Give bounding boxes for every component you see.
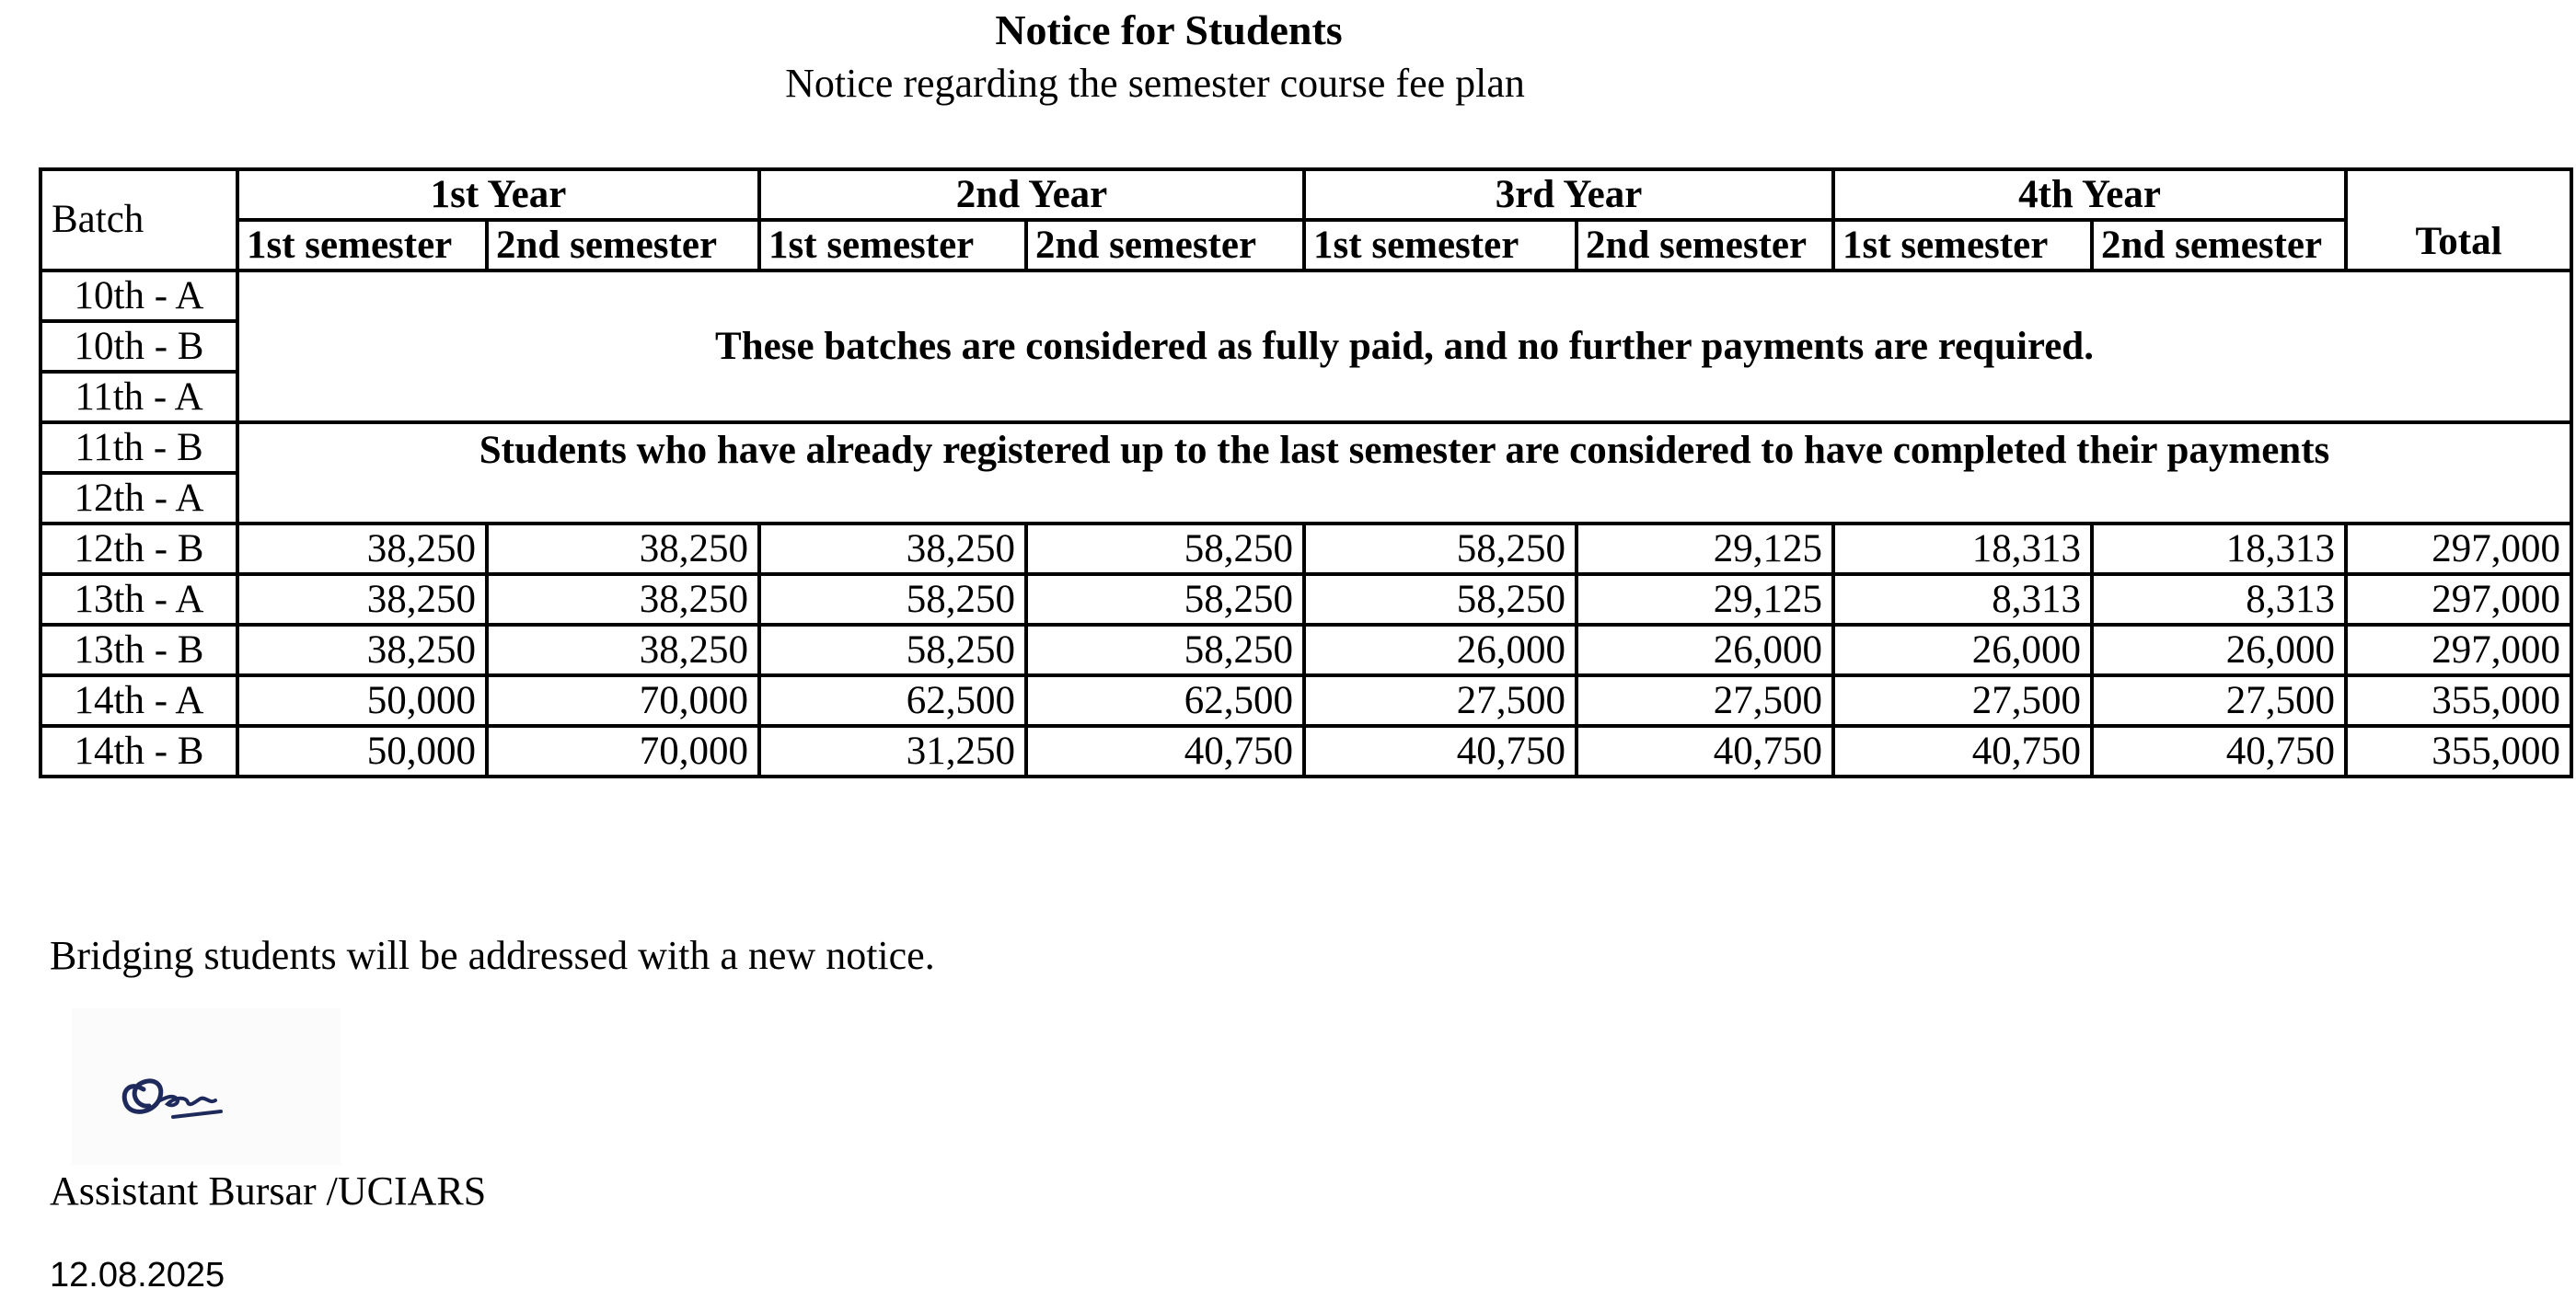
bridging-note: Bridging students will be addressed with a new notice. bbox=[50, 933, 935, 978]
batch-label: 14th - A bbox=[40, 675, 237, 726]
fee-cell: 70,000 bbox=[487, 726, 759, 777]
fee-cell: 40,750 bbox=[1833, 726, 2092, 777]
fee-cell: 27,500 bbox=[1577, 675, 1833, 726]
fee-cell: 27,500 bbox=[1833, 675, 2092, 726]
fee-cell: 38,250 bbox=[759, 524, 1026, 574]
batch-label: 10th - B bbox=[40, 321, 237, 372]
semester-header: 1st semester bbox=[759, 220, 1026, 270]
fee-plan-table bbox=[39, 167, 2573, 778]
table-row bbox=[40, 270, 2571, 321]
total-cell: 355,000 bbox=[2346, 675, 2571, 726]
total-cell: 297,000 bbox=[2346, 574, 2571, 625]
fee-cell: 58,250 bbox=[759, 625, 1026, 675]
fee-cell: 58,250 bbox=[1026, 625, 1304, 675]
table-row bbox=[40, 625, 2571, 675]
batch-header: Batch bbox=[40, 169, 237, 270]
fee-cell: 26,000 bbox=[2092, 625, 2346, 675]
fee-cell: 38,250 bbox=[237, 574, 487, 625]
semester-header-row bbox=[40, 220, 2571, 270]
total-cell: 297,000 bbox=[2346, 625, 2571, 675]
fee-cell: 27,500 bbox=[2092, 675, 2346, 726]
fee-cell: 8,313 bbox=[1833, 574, 2092, 625]
semester-header: 1st semester bbox=[237, 220, 487, 270]
batch-label: 13th - A bbox=[40, 574, 237, 625]
fee-cell: 27,500 bbox=[1304, 675, 1577, 726]
semester-header: 2nd semester bbox=[1577, 220, 1833, 270]
fee-cell: 50,000 bbox=[237, 726, 487, 777]
semester-header: 1st semester bbox=[1304, 220, 1577, 270]
year-header-1: 1st Year bbox=[237, 169, 759, 220]
batch-label: 13th - B bbox=[40, 625, 237, 675]
table-row bbox=[40, 726, 2571, 777]
fee-cell: 29,125 bbox=[1577, 574, 1833, 625]
signature-image bbox=[72, 1008, 341, 1165]
semester-header: 2nd semester bbox=[2092, 220, 2346, 270]
semester-header: 1st semester bbox=[1833, 220, 2092, 270]
fee-cell: 31,250 bbox=[759, 726, 1026, 777]
fee-cell: 38,250 bbox=[487, 574, 759, 625]
fee-cell: 38,250 bbox=[487, 625, 759, 675]
fee-table-body bbox=[40, 169, 2571, 524]
fee-cell: 58,250 bbox=[1026, 574, 1304, 625]
batch-label: 12th - B bbox=[40, 524, 237, 574]
batch-label: 12th - A bbox=[40, 473, 237, 524]
fee-cell: 18,313 bbox=[2092, 524, 2346, 574]
fee-cell: 58,250 bbox=[1304, 574, 1577, 625]
fee-cell: 58,250 bbox=[1026, 524, 1304, 574]
fee-cell: 40,750 bbox=[1304, 726, 1577, 777]
year-header-4: 4th Year bbox=[1833, 169, 2346, 220]
year-header-row bbox=[40, 169, 2571, 220]
fee-cell: 58,250 bbox=[1304, 524, 1577, 574]
total-cell: 297,000 bbox=[2346, 524, 2571, 574]
notice-date: 12.08.2025 bbox=[50, 1256, 225, 1295]
fee-cell: 50,000 bbox=[237, 675, 487, 726]
fee-cell: 26,000 bbox=[1304, 625, 1577, 675]
table-row bbox=[40, 675, 2571, 726]
notice-title: Notice for Students bbox=[995, 6, 1343, 53]
fee-cell: 58,250 bbox=[759, 574, 1026, 625]
fee-cell: 70,000 bbox=[487, 675, 759, 726]
table-row bbox=[40, 574, 2571, 625]
fee-cell: 38,250 bbox=[487, 524, 759, 574]
semester-header: 2nd semester bbox=[487, 220, 759, 270]
fee-cell: 38,250 bbox=[237, 524, 487, 574]
fee-cell: 40,750 bbox=[1026, 726, 1304, 777]
fee-cell: 29,125 bbox=[1577, 524, 1833, 574]
fee-cell: 62,500 bbox=[759, 675, 1026, 726]
semester-header: 2nd semester bbox=[1026, 220, 1304, 270]
fee-cell: 40,750 bbox=[2092, 726, 2346, 777]
fee-cell: 62,500 bbox=[1026, 675, 1304, 726]
signer-title: Assistant Bursar /UCIARS bbox=[50, 1168, 487, 1214]
total-header: Total bbox=[2346, 169, 2571, 270]
fee-cell: 38,250 bbox=[237, 625, 487, 675]
fee-cell: 18,313 bbox=[1833, 524, 2092, 574]
batch-label: 14th - B bbox=[40, 726, 237, 777]
batch-label: 10th - A bbox=[40, 270, 237, 321]
batch-label: 11th - B bbox=[40, 422, 237, 473]
year-header-2: 2nd Year bbox=[759, 169, 1304, 220]
table-row bbox=[40, 524, 2571, 574]
fee-cell: 26,000 bbox=[1577, 625, 1833, 675]
fee-rows bbox=[40, 524, 2571, 777]
fee-cell: 8,313 bbox=[2092, 574, 2346, 625]
fee-cell: 26,000 bbox=[1833, 625, 2092, 675]
fee-cell: 40,750 bbox=[1577, 726, 1833, 777]
registered-note: Students who have already registered up to the last semester are considered to have completed their payments bbox=[237, 422, 2571, 524]
year-header-3: 3rd Year bbox=[1304, 169, 1833, 220]
fully-paid-note: These batches are considered as fully paid, and no further payments are required. bbox=[237, 270, 2571, 422]
total-cell: 355,000 bbox=[2346, 726, 2571, 777]
table-row bbox=[40, 422, 2571, 473]
batch-label: 11th - A bbox=[40, 372, 237, 422]
notice-subtitle: Notice regarding the semester course fee plan bbox=[785, 61, 1525, 106]
